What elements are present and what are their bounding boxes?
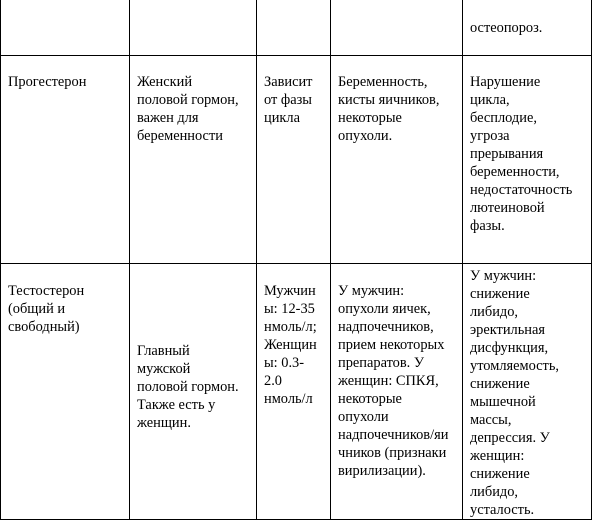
decrease-text: Нарушение цикла, бесплодие, угроза прерывания беременности, недостаточность лютеиновой фазы. — [470, 74, 573, 234]
norm-cell — [257, 0, 331, 56]
increase-text: У мужчин: опухоли яичек, надпочечников, прием некоторых препаратов. У женщин: СПКЯ, некоторые опухоли надпочечников/яи чников (признаки вирилизации). — [338, 283, 449, 479]
decrease-cell — [463, 0, 592, 56]
norm-cell — [257, 56, 331, 264]
function-cell — [130, 264, 257, 520]
hormone-cell — [1, 264, 130, 520]
function-cell — [130, 56, 257, 264]
table-row — [1, 264, 592, 520]
hormone-cell — [1, 0, 130, 56]
increase-cell — [331, 264, 463, 520]
norm-cell — [257, 264, 331, 520]
increase-cell — [331, 56, 463, 264]
table-row — [1, 56, 592, 264]
hormone-cell — [1, 56, 130, 264]
decrease-text: остеопороз. — [470, 20, 543, 36]
hormone-name: Тестостерон (общий и свободный) — [8, 283, 85, 335]
decrease-text: У мужчин: снижение либидо, эректильная дисфункция, утомляемость, снижение мышечной массы, депрессия. У женщин: снижение либидо, усталость. — [470, 268, 560, 518]
increase-cell — [331, 0, 463, 56]
norm-text: Мужчин ы: 12-35 нмоль/л; Женщин ы: 0.3- 2.0 нмоль/л — [264, 283, 317, 407]
function-text: Главный мужской половой гормон. Также есть у женщин. — [137, 343, 239, 431]
hormone-name: Прогестерон — [8, 74, 87, 90]
increase-text: Беременность, кисты яичников, некоторые опухоли. — [338, 74, 440, 144]
table-row — [1, 0, 592, 56]
function-text: Женский половой гормон, важен для берeменности — [137, 74, 239, 144]
decrease-cell — [463, 264, 592, 520]
norm-text: Зависит от фазы цикла — [264, 74, 313, 126]
decrease-cell — [463, 56, 592, 264]
function-cell — [130, 0, 257, 56]
